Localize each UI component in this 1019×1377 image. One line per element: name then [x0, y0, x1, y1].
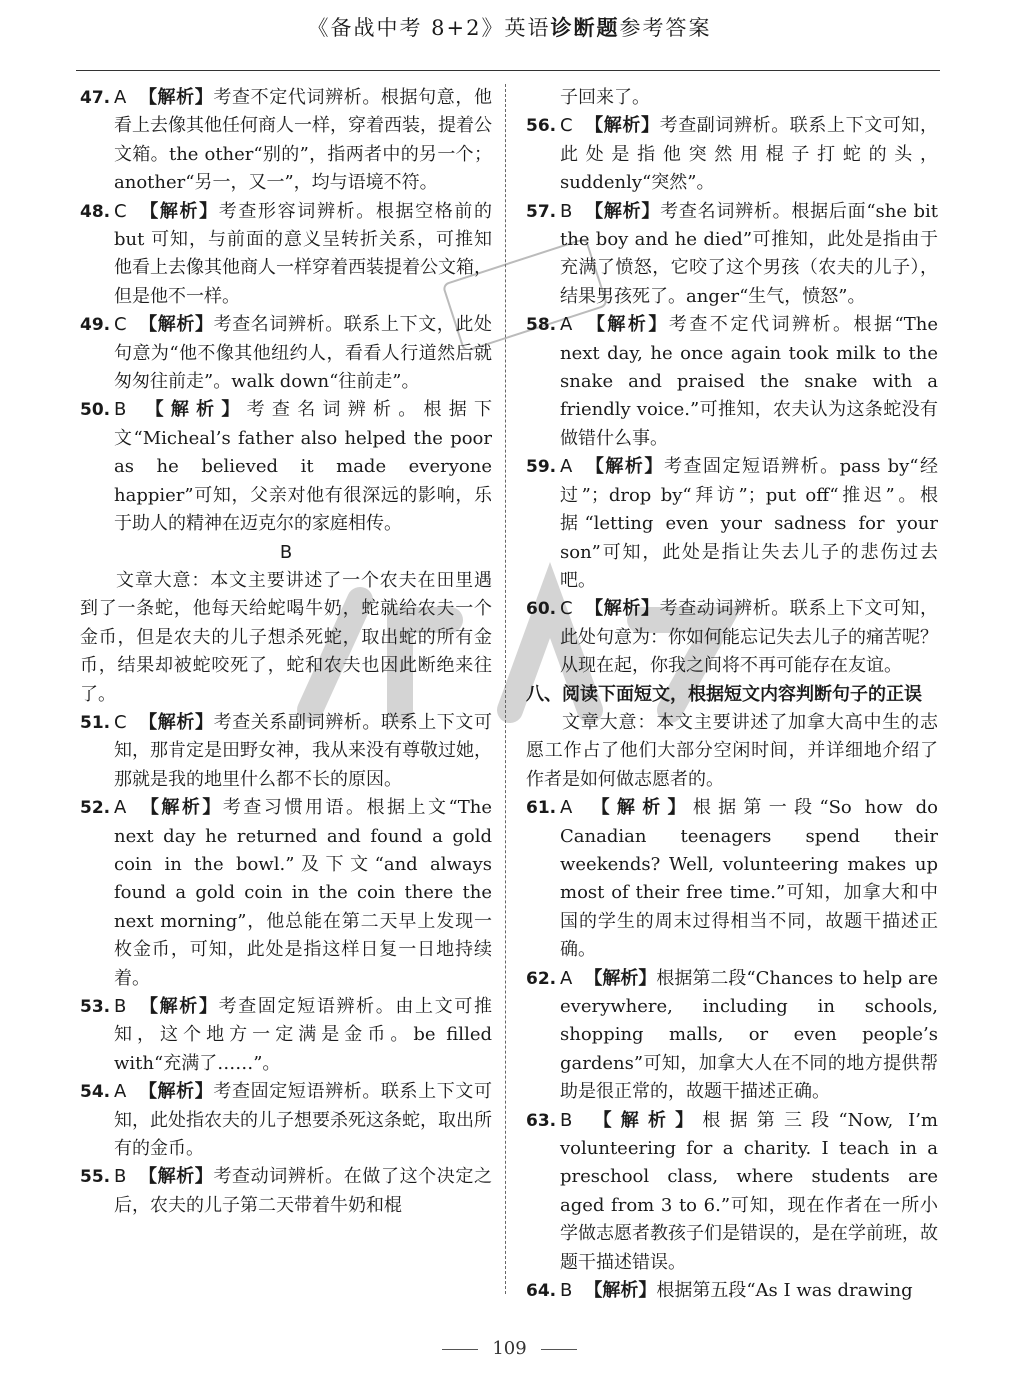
answer-letter: A: [560, 967, 573, 989]
answer-item-49: [80, 311, 492, 396]
answer-item-58: [526, 311, 938, 453]
analysis-text: 考查动词辨析。在做了这个决定之后，农夫的儿子第二天带着牛奶和棍: [114, 1166, 493, 1216]
analysis-text: 考查固定短语辨析。联系上下文可知，此处指农夫的儿子想要杀死这条蛇，取出所有的金币。: [114, 1081, 493, 1160]
answer-letter: A: [114, 1081, 127, 1103]
analysis-tag: 【解析】: [584, 314, 669, 336]
question-number: 60.: [526, 599, 557, 620]
analysis-text: 考查动词辨析。联系上下文可知，此处句意为：你如何能忘记失去儿子的痛苦呢？从现在起，你我之间将不再可能存在友谊。: [560, 598, 939, 677]
analysis-tag: 【解析】: [138, 399, 247, 421]
analysis-text: 考查名词辨析。联系上下文，此处句意为“他不像其他纽约人，看看人行道然后就匆匆往前走”。walk down“往前走”。: [114, 314, 493, 393]
answer-item-50: [80, 396, 492, 538]
analysis-tag: 【解析】: [584, 797, 693, 819]
analysis-text: 考查固定短语辨析。pass by“经过”；drop by“拜访”；put off“推迟”。根据“letting even your sadness for your son”可知，此处是指让失去儿子的悲伤过去吧。: [560, 456, 939, 591]
answer-letter: A: [560, 314, 573, 336]
answer-letter: B: [114, 1166, 127, 1188]
analysis-tag: 【解析】: [138, 797, 223, 819]
page-number: 109: [492, 1338, 527, 1359]
answer-item-47: [80, 84, 492, 198]
answer-item-62: [526, 965, 938, 1107]
answer-item-51: [80, 709, 492, 794]
answer-letter: A: [114, 87, 127, 108]
question-number: 48.: [80, 201, 111, 222]
answer-item-63: [526, 1107, 938, 1277]
analysis-tag: 【解析】: [138, 711, 214, 733]
answer-item-61: [526, 794, 938, 964]
answer-letter: B: [114, 996, 127, 1017]
answer-item-54: [80, 1078, 492, 1163]
page-footer: [0, 1338, 1019, 1359]
footer-dash-left: [442, 1349, 478, 1350]
answer-item-52: [80, 794, 492, 993]
analysis-text: 考查习惯用语。根据上文“The next day he returned and found a gold coin in the bowl.”及下文“and always found a gold coin in the coin there the next morning”，他总能在第二天早上发现一枚金币，可知，此处是指这样日复一日地持续着。: [114, 797, 493, 989]
answer-item-64: [526, 1277, 938, 1305]
question-number: 50.: [80, 400, 111, 421]
question-number: 55.: [80, 1167, 111, 1188]
analysis-text: 考查固定短语辨析。由上文可推知，这个地方一定满是金币。be filled with“充满了……”。: [114, 996, 492, 1074]
question-number: 59.: [526, 457, 557, 478]
analysis-tag: 【解析】: [138, 200, 219, 222]
analysis-text: 根据第一段“So how do Canadian teenagers spend their weekends? Well, volunteering makes up most of their free time.”可知，加拿大和中国的学生的周末过得相当不同，故题干描述正确。: [560, 797, 939, 961]
question-number: 56.: [526, 116, 557, 137]
analysis-text: 考查形容词辨析。根据空格前的 but 可知，与前面的意义呈转折关系，可推知他看上去像其他商人一样穿着西装提着公文箱，但是他不一样。: [114, 200, 493, 307]
answer-item-55: [80, 1163, 492, 1220]
answer-letter: C: [560, 598, 573, 620]
answer-letter: C: [114, 200, 127, 222]
passage-summary: 文章大意：本文主要讲述了一个农夫在田里遇到了一条蛇，他每天给蛇喝牛奶，蛇就给农夫一个金币，但是农夫的儿子想杀死蛇，取出蛇的所有金币，结果却被蛇咬死了，蛇和农夫也因此断绝来往了。: [80, 569, 492, 705]
header-title-suffix: 参考答案: [619, 16, 712, 40]
analysis-text: 根据第三段“Now, I’m volunteering for a charity. I teach in a preschool class, where students are aged from 3 to 6.”可知，现在作者在一所小学做志愿者教孩子们是错误的，是在学前班，故题干描述错误。: [560, 1109, 938, 1273]
answer-letter: C: [560, 115, 573, 137]
answer-item-48: [80, 198, 492, 312]
answer-letter: B: [560, 1280, 573, 1302]
answer-item-59: [526, 453, 938, 595]
analysis-text: 考查不定代词辨析。根据“The next day, he once again took milk to the snake and praised the snake with a friendly voice.”可推知，农夫认为这条蛇没有做错什么事。: [560, 314, 939, 449]
analysis-tag: 【解析】: [584, 456, 664, 478]
answer-item-57: [526, 198, 938, 312]
analysis-tag: 【解析】: [138, 87, 214, 108]
question-number: 62.: [526, 968, 557, 989]
answer-item-60: [526, 595, 938, 680]
header-title-bold: 诊断题: [550, 16, 620, 40]
analysis-text: 根据第五段“As I was drawing: [656, 1280, 913, 1302]
analysis-tag: 【解析】: [138, 1081, 214, 1103]
analysis-text: 考查不定代词辨析。根据句意，他看上去像其他任何商人一样，穿着西装，提着公文箱。the other“别的”，指两者中的另一个；another“另一，又一”，均与语境不符。: [114, 87, 493, 194]
analysis-tag: 【解析】: [584, 1109, 703, 1131]
analysis-text: 考查名词辨析。根据下文“Micheal’s father also helped the poor as he believed it made everyone happier”可知，父亲对他有很深远的影响，乐于助人的精神在迈克尔的家庭相传。: [114, 399, 493, 535]
question-number: 64.: [526, 1281, 557, 1302]
question-number: 52.: [80, 798, 111, 819]
question-number: 61.: [526, 798, 557, 819]
analysis-tag: 【解析】: [584, 115, 660, 137]
answer-letter: A: [560, 797, 573, 819]
analysis-tag: 【解析】: [138, 996, 219, 1017]
answer-letter: B: [560, 1109, 573, 1131]
analysis-tag: 【解析】: [138, 314, 214, 336]
section-title: 八、阅读下面短文，根据短文内容判断句子的正误: [526, 683, 922, 705]
answer-letter: C: [114, 711, 127, 733]
answer-letter: C: [114, 314, 127, 336]
column-divider: [505, 84, 506, 1294]
analysis-text: 考查关系副词辨析。联系上下文可知，那肯定是田野女神，我从来没有尊敬过她，那就是我的地里什么都不长的原因。: [114, 711, 493, 790]
analysis-tag: 【解析】: [584, 598, 660, 620]
analysis-tag: 【解析】: [584, 967, 657, 989]
analysis-text: 考查副词辨析。联系上下文可知，此处是指他突然用棍子打蛇的头，suddenly“突然”。: [560, 115, 939, 194]
passage-summary: 文章大意：本文主要讲述了加拿大高中生的志愿工作占了他们大部分空闲时间，并详细地介绍了作者是如何做志愿者的。: [526, 711, 938, 790]
header-rule: [76, 70, 940, 71]
question-number: 58.: [526, 315, 557, 336]
analysis-text: 根据第二段“Chances to help are everywhere, including in schools, shopping malls, or even people’s gardens”可知，加拿大人在不同的地方提供帮助是很正常的，故题干描述正确。: [560, 967, 938, 1103]
question-number: 49.: [80, 315, 111, 336]
answer-letter: A: [560, 456, 573, 478]
page-header: [0, 12, 1019, 42]
question-number: 54.: [80, 1082, 111, 1103]
analysis-tag: 【解析】: [584, 200, 661, 222]
answer-item-53: [80, 993, 492, 1078]
analysis-tag: 【解析】: [138, 1166, 214, 1188]
right-column: [526, 84, 938, 1305]
left-column: [80, 84, 492, 1220]
question-number: 57.: [526, 201, 557, 222]
section-letter: B: [279, 541, 293, 563]
footer-dash-right: [541, 1349, 577, 1350]
continuation-text: 子回来了。: [560, 87, 650, 108]
header-title-prefix: 《备战中考 8+2》英语: [307, 16, 551, 40]
answer-letter: A: [114, 797, 127, 819]
question-number: 63.: [526, 1110, 557, 1131]
question-number: 53.: [80, 997, 111, 1017]
answer-letter: B: [114, 399, 127, 421]
answer-item-56: [526, 112, 938, 197]
analysis-text: 考查名词辨析。根据后面“she bit the boy and he died”可推知，此处是指由于充满了愤怒，它咬了这个男孩（农夫的儿子），结果男孩死了。anger“生气，愤怒”。: [560, 200, 939, 307]
answer-letter: B: [560, 200, 573, 222]
question-number: 51.: [80, 712, 111, 733]
analysis-tag: 【解析】: [584, 1280, 657, 1302]
question-number: 47.: [80, 88, 111, 108]
